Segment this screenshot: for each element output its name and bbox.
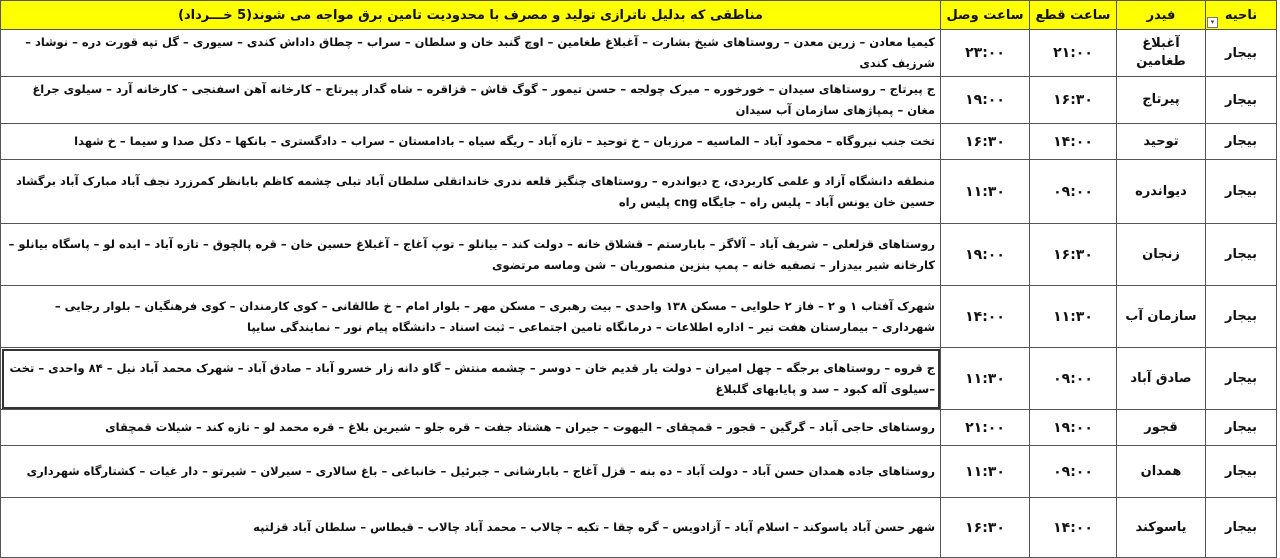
header-row: [1, 1, 1277, 30]
feeder-cell: همدان: [1117, 446, 1206, 498]
areas-cell: ج قروه – روستاهای برجگه – چهل امیران – دولت یار قدیم خان – دوسر – چشمه منتش – گاو دانه زار خسرو آباد – صادق آباد – شهرک محمد آباد نیل – ۸۴ واحدی – تخت –سیلوی آله کبود – سد و پایابهای گلبلاغ: [1, 348, 941, 410]
connect-time-cell: ۱۱:۳۰: [941, 446, 1030, 498]
connect-time-cell: ۱۶:۳۰: [941, 124, 1030, 160]
table-row: [1, 30, 1277, 77]
header-region: [1206, 1, 1277, 30]
region-cell: بیجار: [1206, 286, 1277, 348]
connect-time-cell: ۱۹:۰۰: [941, 224, 1030, 286]
header-cut-time: ساعت قطع: [1030, 1, 1117, 30]
feeder-cell: صادق آباد: [1117, 348, 1206, 410]
areas-cell: شهر حسن آباد یاسوکند – اسلام آباد – آزادویس – گره چقا – تکیه – چالاب – محمد آباد چالاب – قیطاس – سلطان آباد قزلتپه: [1, 498, 941, 558]
connect-time-cell: ۱۱:۳۰: [941, 160, 1030, 224]
region-cell: بیجار: [1206, 30, 1277, 77]
table-row: [1, 160, 1277, 224]
region-cell: بیجار: [1206, 124, 1277, 160]
cut-time-cell: ۱۶:۳۰: [1030, 224, 1117, 286]
areas-cell: روستاهای قزلعلی – شریف آباد – آلاگز – بابارستم – قشلاق خانه – دولت کند – بیانلو – توپ آغاج – آغبلاغ حسین خان – قره پالچوق – تازه آباد – ایده لو – پاسگاه بیانلو – کارخانه شیر بیدزار – تصفیه خانه – پمپ بنزین منصوریان – شن وماسه مرتضوی: [1, 224, 941, 286]
areas-cell: ج پیرتاج – روستاهای سیدان – خورخوره – میرک چولجه – حسن تیمور – گوگ قاش – قزاقره – شاه گدار پیرتاج – کارخانه آهن اسفنجی – کارخانه آرد – سیلوی جراغ مغان – پمپاژهای سازمان آب سیدان: [1, 77, 941, 124]
connect-time-cell: ۱۱:۳۰: [941, 348, 1030, 410]
region-cell: بیجار: [1206, 348, 1277, 410]
connect-time-cell: ۱۶:۳۰: [941, 498, 1030, 558]
region-cell: بیجار: [1206, 498, 1277, 558]
areas-cell: شهرک آفتاب ۱ و ۲ – فاز ۲ حلوایی – مسکن ۱۳۸ واحدی – بیت رهبری – مسکن مهر – بلوار امام – خ طالقانی – کوی کارمندان – کوی فرهنگیان – بلوار رجایی – شهرداری – بیمارستان هفت تیر – اداره اطلاعات – درمانگاه تامین اجتماعی – ثبت اسناد – دانشگاه پیام نور – نمایندگی سایپا: [1, 286, 941, 348]
cut-time-cell: ۱۴:۰۰: [1030, 498, 1117, 558]
feeder-cell: آغبلاغ طغامین: [1117, 30, 1206, 77]
cut-time-cell: ۰۹:۰۰: [1030, 446, 1117, 498]
table-row: [1, 498, 1277, 558]
feeder-cell: سازمان آب: [1117, 286, 1206, 348]
feeder-cell: زنجان: [1117, 224, 1206, 286]
areas-cell: منطقه دانشگاه آزاد و علمی کاربردی، ج دیواندره – روستاهای چنگیز قلعه ندری خانداتقلی سلطان آباد تبلی چشمه کاظم بابانظر کمرزرد نجف آباد مبارک آباد برگشاد حسین خان یونس آباد – پلیس راه – جایگاه cng پلیس راه: [1, 160, 941, 224]
connect-time-cell: ۲۱:۰۰: [941, 410, 1030, 446]
region-cell: بیجار: [1206, 224, 1277, 286]
region-cell: بیجار: [1206, 410, 1277, 446]
table-row: [1, 124, 1277, 160]
feeder-cell: توحید: [1117, 124, 1206, 160]
header-feeder: فیدر: [1117, 1, 1206, 30]
header-connect-time: ساعت وصل: [941, 1, 1030, 30]
table-row: [1, 410, 1277, 446]
cut-time-cell: ۱۹:۰۰: [1030, 410, 1117, 446]
table-row: [1, 224, 1277, 286]
table-row: [1, 446, 1277, 498]
cut-time-cell: ۱۱:۳۰: [1030, 286, 1117, 348]
cut-time-cell: ۰۹:۰۰: [1030, 160, 1117, 224]
cut-time-cell: ۱۴:۰۰: [1030, 124, 1117, 160]
table-row: [1, 348, 1277, 410]
region-cell: بیجار: [1206, 160, 1277, 224]
header-areas: مناطقی که بدلیل ناترازی تولید و مصرف با محدودیت تامین برق مواجه می شوند(5 خـــرداد): [1, 1, 941, 30]
filter-dropdown-icon[interactable]: ▾: [1207, 17, 1218, 28]
areas-cell: روستاهای حاجی آباد – گرگین – قجور – قمچقای – الیهوت – جیران – هشتاد جفت – قره جلو – شیرین بلاغ – قره محمد لو – تازه کند – شیلات قمچقای: [1, 410, 941, 446]
feeder-cell: پیرتاج: [1117, 77, 1206, 124]
table-row: [1, 77, 1277, 124]
cut-time-cell: ۱۶:۳۰: [1030, 77, 1117, 124]
feeder-cell: دیواندره: [1117, 160, 1206, 224]
areas-cell: تخت جنب نیروگاه – محمود آباد – الماسیه – مرزبان – خ توحید – تازه آباد – ریگه سیاه – بادامستان – سراب – دادگستری – بانکها – دکل صدا و سیما – خ شهدا: [1, 124, 941, 160]
cut-time-cell: ۰۹:۰۰: [1030, 348, 1117, 410]
feeder-cell: قجور: [1117, 410, 1206, 446]
region-cell: بیجار: [1206, 77, 1277, 124]
cut-time-cell: ۲۱:۰۰: [1030, 30, 1117, 77]
connect-time-cell: ۲۳:۰۰: [941, 30, 1030, 77]
region-cell: بیجار: [1206, 446, 1277, 498]
areas-cell: کیمیا معادن – زرین معدن – روستاهای شیخ بشارت – آغبلاغ طغامین – اوچ گنبد خان و سلطان – سراب – چطاق داداش کندی – سیوری – گل تپه قورت دره – نوشاد – شرزیف کندی: [1, 30, 941, 77]
feeder-cell: یاسوکند: [1117, 498, 1206, 558]
table-row: [1, 286, 1277, 348]
header-region-label: ناحیه: [1224, 7, 1258, 23]
areas-cell: روستاهای جاده همدان حسن آباد – دولت آباد – ده بنه – قزل آغاج – بابارشانی – جبرئیل – خانباغی – باغ سالاری – سیرلان – شیرتو – دار غیات – کشتارگاه شهرداری: [1, 446, 941, 498]
connect-time-cell: ۱۹:۰۰: [941, 77, 1030, 124]
connect-time-cell: ۱۴:۰۰: [941, 286, 1030, 348]
